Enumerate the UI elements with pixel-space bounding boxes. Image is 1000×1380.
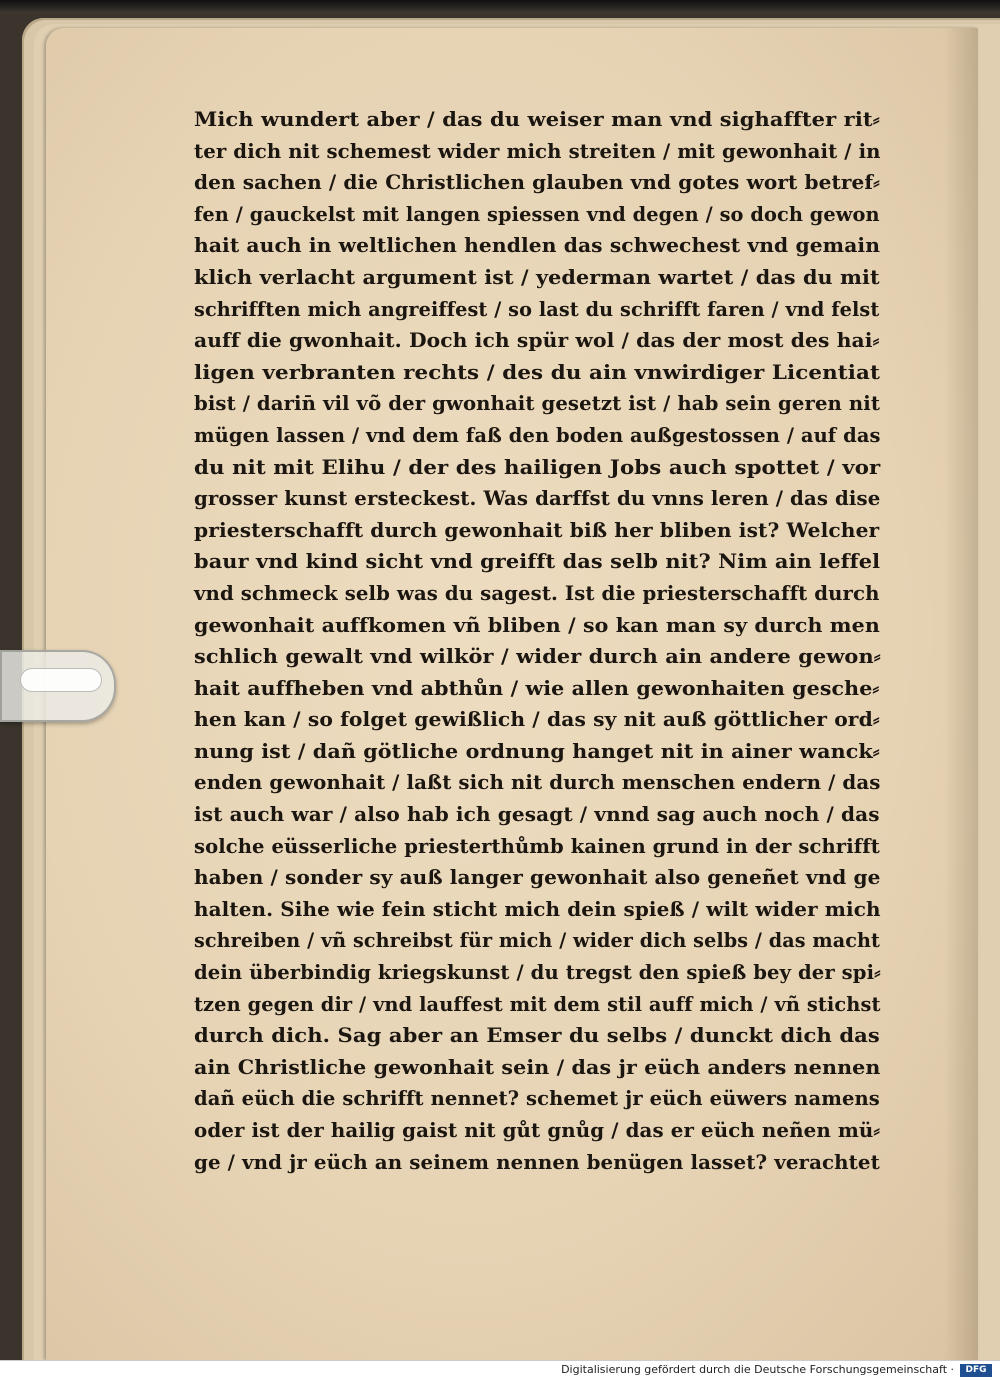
text-line: bist / darin̄ vil võ der gwonhait gesetzt ist / hab sein geren nit	[194, 391, 881, 416]
text-line: schlich gewalt vnd wilkör / wider durch ain andere gewon⸗	[194, 644, 881, 669]
footer-credit: Digitalisierung gefördert durch die Deutsche Forschungsgemeinschaft ·	[561, 1363, 954, 1376]
text-line: tzen gegen dir / vnd lauffest mit dem stil auff mich / vñ stichst	[194, 991, 881, 1016]
dfg-logo-icon: DFG	[960, 1364, 992, 1377]
text-line: fen / gauckelst mit langen spiessen vnd degen / so doch gewon	[194, 201, 880, 226]
text-line: solche eüsserliche priesterthůmb kainen grund in der schrifft	[194, 833, 880, 858]
text-line: oder ist der hailig gaist nit gůt gnůg / das er eüch neñen mü⸗	[194, 1118, 881, 1142]
text-line: nung ist / dañ götliche ordnung hanget nit in ainer wanck⸗	[194, 738, 880, 763]
text-line: dañ eüch die schrifft nennet? schemet jr eüch eüwers namens	[194, 1086, 880, 1111]
text-line: enden gewonhait / laßt sich nit durch menschen endern / das	[194, 770, 881, 795]
text-line: dein überbindig kriegskunst / du tregst den spieß bey der spi⸗	[194, 960, 881, 985]
text-line: ligen verbranten rechts / des du ain vnwirdiger Licentiat	[194, 359, 881, 384]
page-clip-slot	[20, 668, 102, 692]
text-line: ge / vnd jr eüch an seinem nennen benügen lasset? verachtet	[194, 1149, 880, 1174]
text-line: ain Christliche gewonhait sein / das jr eüch anders nennen	[194, 1054, 881, 1079]
text-line: vnd schmeck selb was du sagest. Ist die priesterschafft durch	[194, 580, 880, 605]
page-gutter-shadow	[944, 28, 978, 1360]
text-line: durch dich. Sag aber an Emser du selbs / dunckt dich das	[194, 1023, 880, 1048]
text-line: mügen lassen / vnd dem faß den boden außgestossen / auf das	[194, 422, 881, 447]
text-line: du nit mit Elihu / der des hailigen Jobs auch spottet / vor	[194, 454, 881, 479]
text-line: auff die gwonhait. Doch ich spür wol / das der most des hai⸗	[194, 328, 880, 353]
text-line: hait auch in weltlichen hendlen das schwechest vnd gemain	[194, 233, 881, 258]
text-line: schrifften mich angreiffest / so last du schrifft faren / vnd felst	[194, 296, 880, 321]
text-line: hait auffheben vnd abthůn / wie allen gewonhaiten gesche⸗	[194, 675, 880, 700]
text-line: baur vnd kind sicht vnd greifft das selb nit? Nim ain leffel	[194, 549, 881, 574]
text-line: ter dich nit schemest wider mich streiten / mit gewonhait / in	[194, 138, 881, 163]
text-line: gewonhait auffkomen vñ bliben / so kan man sy durch men	[194, 612, 880, 637]
footer-bar	[0, 1360, 1000, 1380]
text-line: ist auch war / also hab ich gesagt / vnnd sag auch noch / das	[194, 802, 880, 827]
text-line: haben / sonder sy auß langer gewonhait also geneñet vnd ge	[194, 865, 881, 890]
text-line: grosser kunst ersteckest. Was darffst du vnns leren / das dise	[194, 486, 881, 511]
text-line: klich verlacht argument ist / yederman wartet / das du mit	[194, 264, 880, 289]
text-line: priesterschafft durch gewonhait biß her bliben ist? Welcher	[194, 517, 880, 542]
text-line: Mich wundert aber / das du weiser man vnd sighaffter rit⸗	[194, 107, 880, 131]
text-line: halten. Sihe wie fein sticht mich dein spieß / wilt wider mich	[194, 896, 881, 921]
text-line: schreiben / vñ schreibst für mich / wider dich selbs / das macht	[194, 928, 881, 953]
book-top-edge	[0, 0, 1000, 14]
body-text	[194, 104, 880, 1178]
text-line: den sachen / die Christlichen glauben vnd gotes wort betref⸗	[194, 170, 880, 195]
text-line: hen kan / so folget gewißlich / das sy nit auß göttlicher ord⸗	[194, 707, 880, 732]
